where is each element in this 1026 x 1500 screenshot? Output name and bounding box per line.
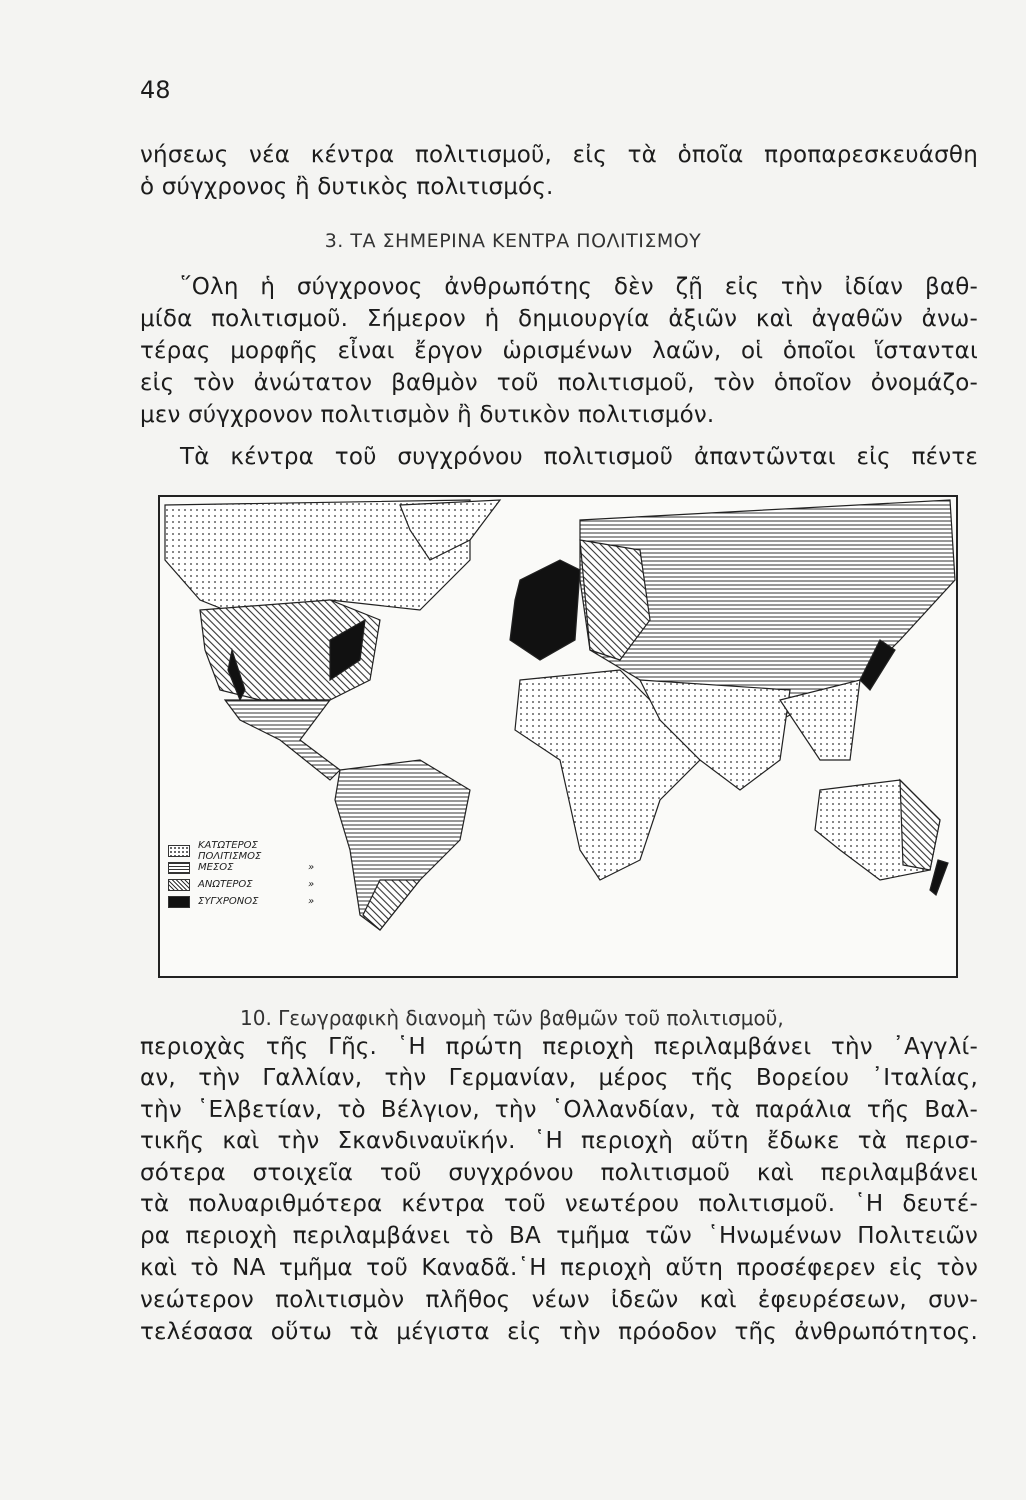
text-line: μεν σύγχρονον πολιτισμὸν ἢ δυτικὸν πολιτισμόν. xyxy=(140,402,715,428)
text-line: ρα περιοχὴ περιλαμβάνει τὸ ΒΑ τμῆμα τῶν ῾Ηνωμένων Πολιτειῶν xyxy=(140,1223,978,1249)
horizontal-lines-swatch-icon xyxy=(168,862,190,874)
legend-item-modern: ΣΥΓΧΡΟΝΟΣ » xyxy=(168,893,314,910)
figure-caption: 10. Γεωγραφικὴ διανομὴ τῶν βαθμῶν τοῦ πολιτισμοῦ, xyxy=(240,1006,784,1030)
text-line: τελέσασα οὕτω τὰ μέγιστα εἰς τὴν πρόοδον τῆς ἀνθρωπότητος. xyxy=(140,1319,978,1345)
legend-item-middle: ΜΕΣΟΣ » xyxy=(168,859,314,876)
text-line: περιοχὰς τῆς Γῆς. ῾Η πρώτη περιοχὴ περιλαμβάνει τὴν ᾿Αγγλί- xyxy=(140,1034,978,1060)
text-line: εἰς τὸν ἀνώτατον βαθμὸν τοῦ πολιτισμοῦ, τὸν ὁποῖον ὀνομάζο- xyxy=(140,370,978,396)
text-line: τέρας μορφῆς εἶναι ἔργον ὡρισμένων λαῶν, οἱ ὁποῖοι ἵστανται xyxy=(140,338,978,364)
diagonal-lines-swatch-icon xyxy=(168,879,190,891)
text-line: Τὰ κέντρα τοῦ συγχρόνου πολιτισμοῦ ἀπαντῶνται εἰς πέντε xyxy=(180,444,978,470)
section-heading: 3. ΤΑ ΣΗΜΕΡΙΝΑ ΚΕΝΤΡΑ ΠΟΛΙΤΙΣΜΟΥ xyxy=(324,230,702,252)
text-line: σότερα στοιχεῖα τοῦ συγχρόνου πολιτισμοῦ καὶ περιλαμβάνει xyxy=(140,1160,978,1186)
text-line: τικῆς καὶ τὴν Σκανδιναυϊκήν. ῾Η περιοχὴ αὕτη ἔδωκε τὰ περισ- xyxy=(140,1128,978,1154)
text-line: τὴν ῾Ελβετίαν, τὸ Βέλγιον, τὴν ῾Ολλανδίαν, τὰ παράλια τῆς Βαλ- xyxy=(140,1097,978,1123)
dotted-swatch-icon xyxy=(168,845,190,857)
text-line: ὁ σύγχρονος ἢ δυτικὸς πολιτισμός. xyxy=(140,174,554,200)
text-line: νήσεως νέα κέντρα πολιτισμοῦ, εἰς τὰ ὁποῖα προπαρεσκευάσθη xyxy=(140,142,978,168)
page-number: 48 xyxy=(140,76,171,104)
legend-item-higher: ΑΝΩΤΕΡΟΣ » xyxy=(168,876,314,893)
text-line: μίδα πολιτισμοῦ. Σήμερον ἡ δημιουργία ἀξιῶν καὶ ἀγαθῶν ἀνω- xyxy=(140,306,978,332)
text-line: καὶ τὸ ΝΑ τμῆμα τοῦ Καναδᾶ.῾Η περιοχὴ αὕτη προσέφερεν εἰς τὸν xyxy=(140,1255,978,1281)
text-line: νεώτερον πολιτισμὸν πλῆθος νέων ἰδεῶν καὶ ἐφευρέσεων, συν- xyxy=(140,1287,978,1313)
legend-item-lower: ΚΑΤΩΤΕΡΟΣ ΠΟΛΙΤΙΣΜΟΣ xyxy=(168,842,314,859)
text-line: τὰ πολυαριθμότερα κέντρα τοῦ νεωτέρου πολιτισμοῦ. ῾Η δευτέ- xyxy=(140,1191,978,1217)
map-legend xyxy=(168,839,315,910)
text-line: αν, τὴν Γαλλίαν, τὴν Γερμανίαν, μέρος τῆς Βορείου ᾿Ιταλίας, xyxy=(140,1065,978,1091)
text-line: ῞Ολη ἡ σύγχρονος ἀνθρωπότης δὲν ζῇ εἰς τὴν ἰδίαν βαθ- xyxy=(180,274,978,300)
solid-black-swatch-icon xyxy=(168,896,190,908)
